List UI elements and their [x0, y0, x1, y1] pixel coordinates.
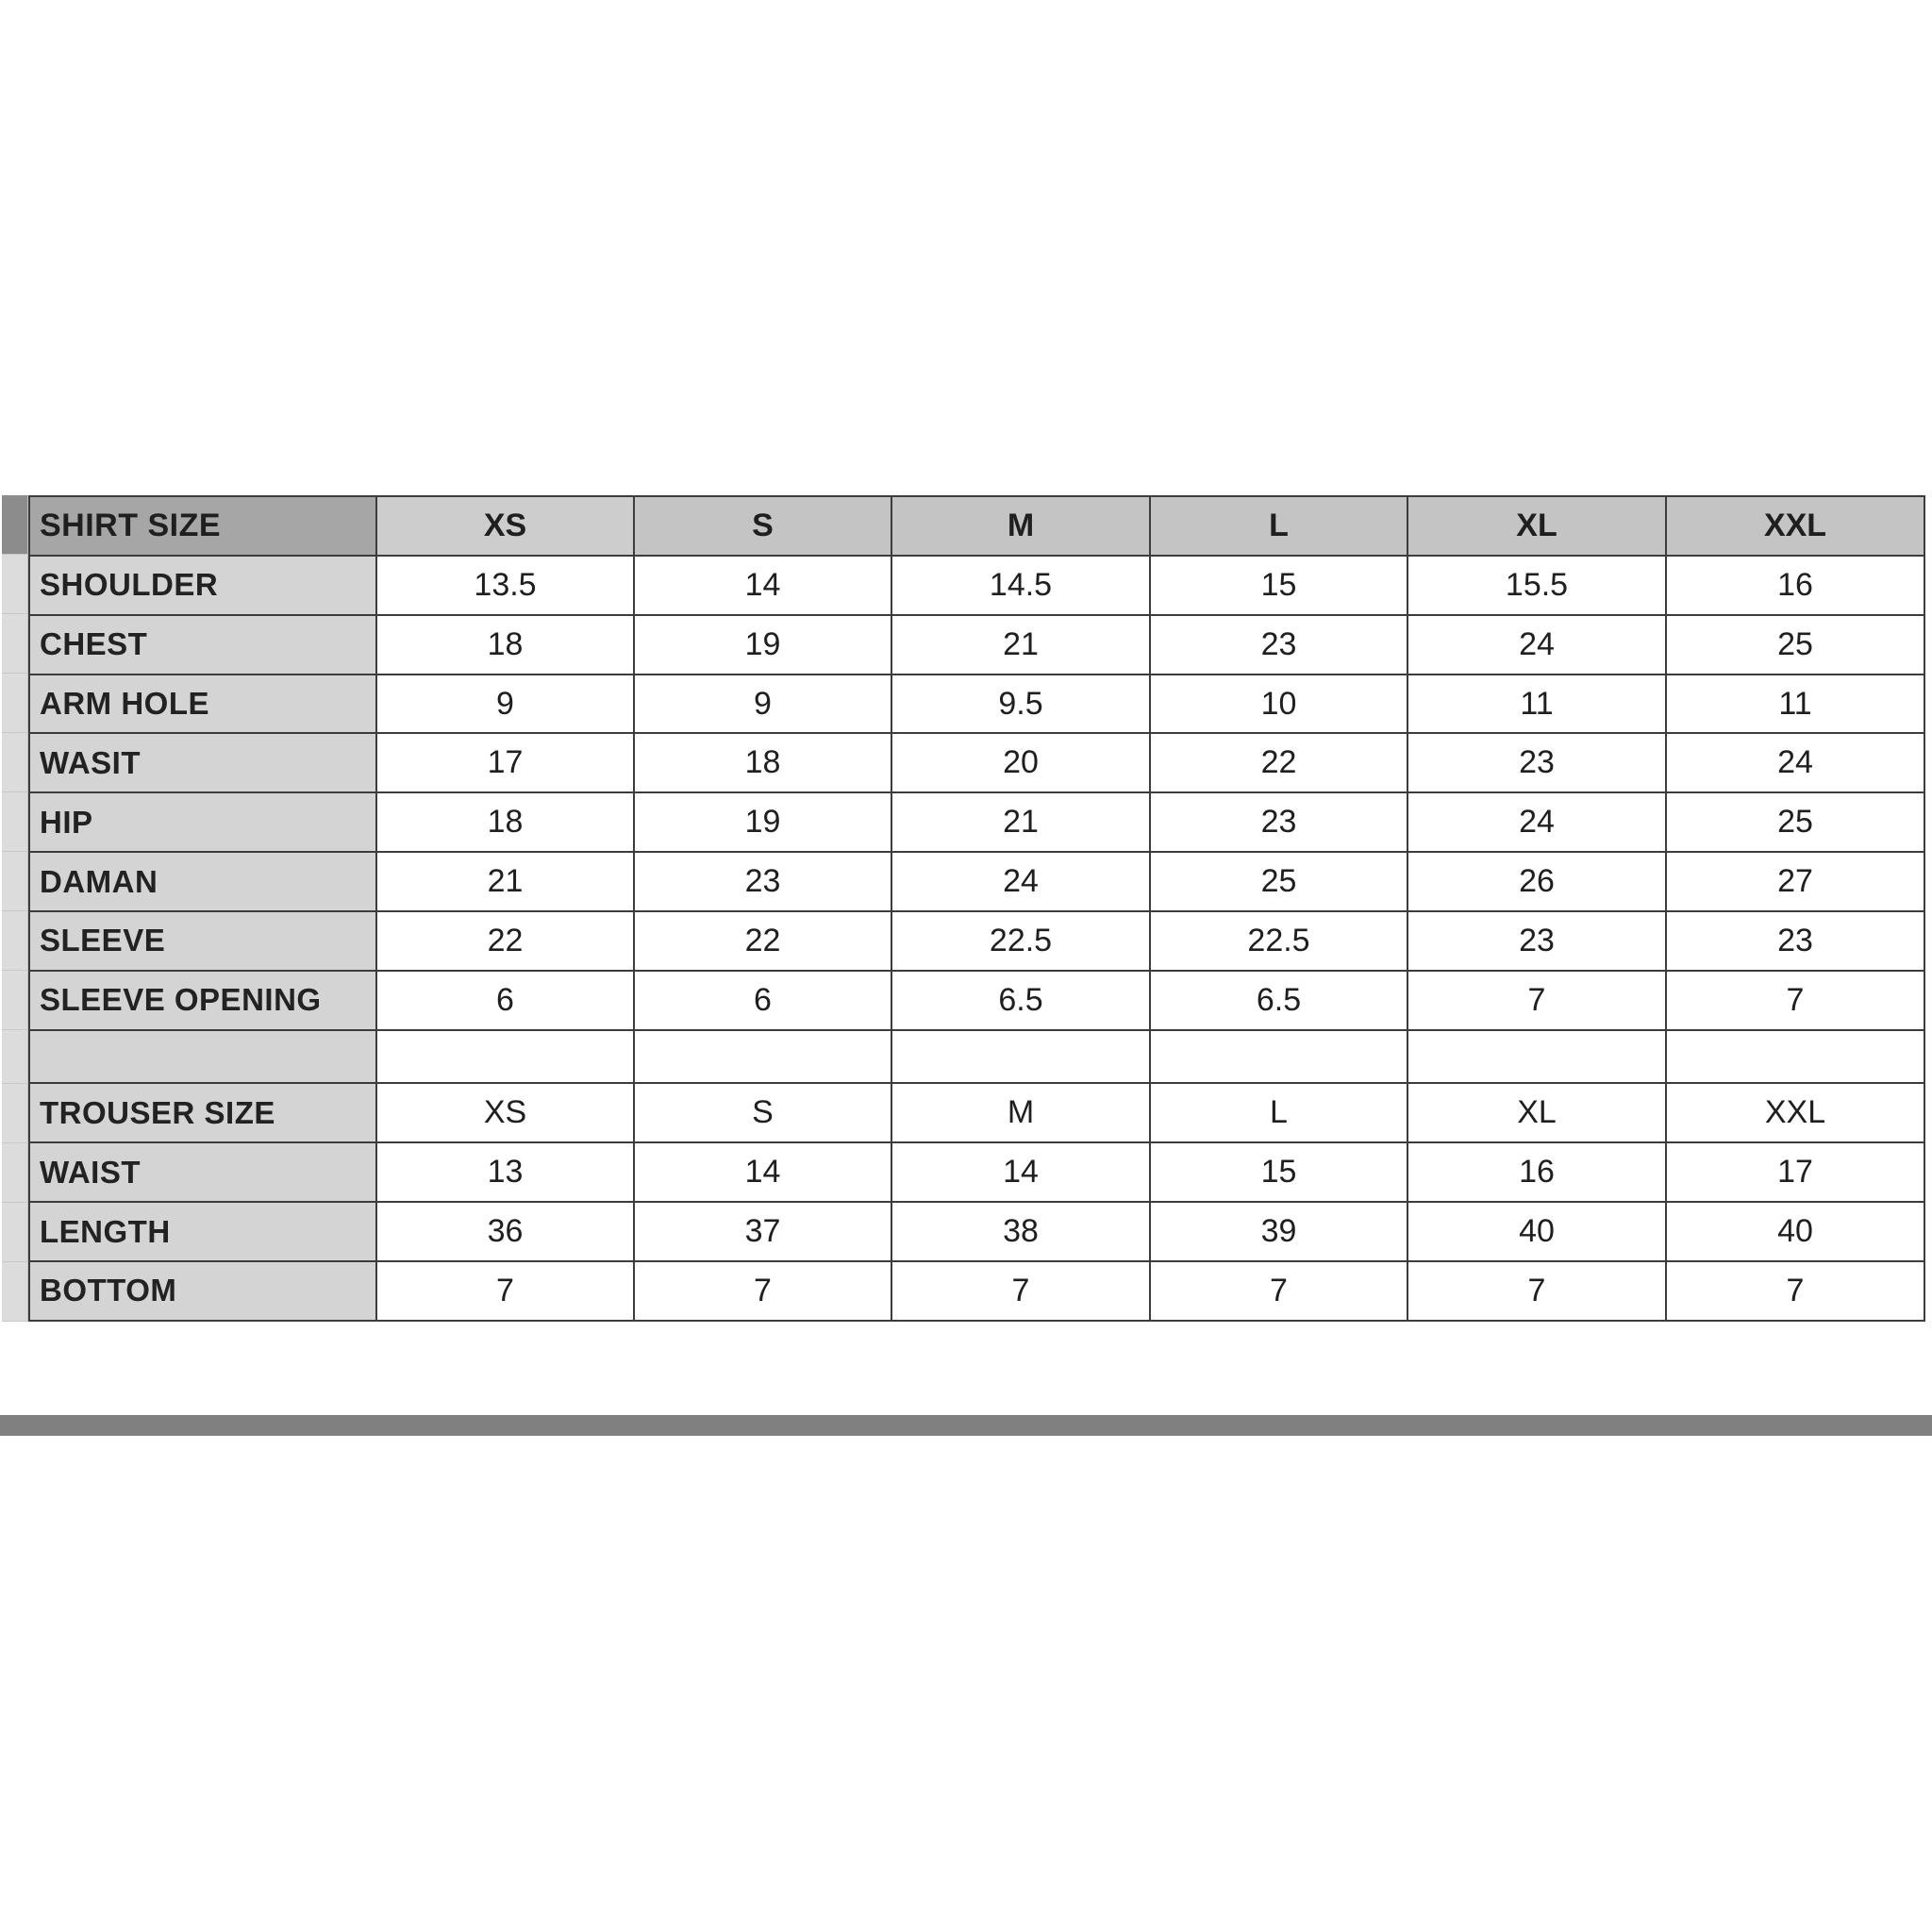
- table-cell: 37: [634, 1202, 891, 1261]
- table-row: [29, 1202, 1924, 1261]
- table-cell: 14: [634, 1142, 891, 1202]
- table-cell: 22: [1150, 733, 1407, 792]
- size-header-cell: S: [634, 496, 891, 556]
- row-label: WAIST: [29, 1142, 376, 1202]
- table-cell: 14: [891, 1142, 1150, 1202]
- table-cell: 21: [376, 852, 634, 911]
- table-row: [29, 615, 1924, 675]
- table-cell: 9: [634, 675, 891, 734]
- row-label: SHOULDER: [29, 556, 376, 615]
- table-cell: 21: [891, 615, 1150, 675]
- table-cell: 23: [634, 852, 891, 911]
- table-cell: 38: [891, 1202, 1150, 1261]
- table-cell: 7: [1666, 971, 1924, 1030]
- row-label: HIP: [29, 792, 376, 852]
- trouser-size-header-row: [29, 1083, 1924, 1142]
- table-cell: 22: [634, 911, 891, 971]
- row-header-strip: [2, 495, 28, 1322]
- table-cell: 23: [1407, 733, 1666, 792]
- table-cell: 24: [1666, 733, 1924, 792]
- table-cell: 23: [1150, 615, 1407, 675]
- table-cell: 14: [634, 556, 891, 615]
- table-cell: 18: [634, 733, 891, 792]
- table-cell: 39: [1150, 1202, 1407, 1261]
- table-cell: 15: [1150, 556, 1407, 615]
- table-cell: 19: [634, 615, 891, 675]
- table-row: [29, 792, 1924, 852]
- table-row: [29, 556, 1924, 615]
- row-label: WASIT: [29, 733, 376, 792]
- table-row: [29, 852, 1924, 911]
- size-header-cell: XXL: [1666, 496, 1924, 556]
- table-cell: 21: [891, 792, 1150, 852]
- table-cell: 40: [1407, 1202, 1666, 1261]
- table-cell: 11: [1407, 675, 1666, 734]
- size-header-cell: XXL: [1666, 1083, 1924, 1142]
- size-header-cell: L: [1150, 1083, 1407, 1142]
- table-cell: 18: [376, 615, 634, 675]
- table-cell: 15: [1150, 1142, 1407, 1202]
- size-chart-table: [28, 495, 1925, 1322]
- table-cell: 10: [1150, 675, 1407, 734]
- table-cell: 19: [634, 792, 891, 852]
- empty-cell: [376, 1030, 634, 1084]
- size-header-cell: L: [1150, 496, 1407, 556]
- table-cell: 24: [891, 852, 1150, 911]
- table-cell: 22.5: [1150, 911, 1407, 971]
- table-row: [29, 675, 1924, 734]
- row-header-cell: [2, 852, 27, 911]
- table-cell: 27: [1666, 852, 1924, 911]
- table-cell: 6.5: [1150, 971, 1407, 1030]
- row-header-cell: [2, 614, 27, 674]
- table-row: [29, 911, 1924, 971]
- row-header-cell: [2, 1030, 27, 1084]
- row-header-cell: [2, 733, 27, 792]
- table-cell: 16: [1407, 1142, 1666, 1202]
- table-cell: 25: [1666, 615, 1924, 675]
- table-cell: 23: [1407, 911, 1666, 971]
- table-row: [29, 733, 1924, 792]
- row-header-cell: [2, 1262, 27, 1322]
- row-label: DAMAN: [29, 852, 376, 911]
- row-label: BOTTOM: [29, 1261, 376, 1321]
- row-header-cell: [2, 971, 27, 1030]
- row-label: ARM HOLE: [29, 675, 376, 734]
- table-cell: 36: [376, 1202, 634, 1261]
- row-header-cell: [2, 555, 27, 614]
- row-label: LENGTH: [29, 1202, 376, 1261]
- size-header-cell: XS: [376, 496, 634, 556]
- table-cell: 11: [1666, 675, 1924, 734]
- table-cell: 26: [1407, 852, 1666, 911]
- table-cell: 22: [376, 911, 634, 971]
- empty-cell: [634, 1030, 891, 1084]
- table-cell: 16: [1666, 556, 1924, 615]
- spacer-row: [29, 1030, 1924, 1084]
- table-cell: 25: [1150, 852, 1407, 911]
- table-cell: 7: [634, 1261, 891, 1321]
- row-label: CHEST: [29, 615, 376, 675]
- row-header-cell: [2, 1084, 27, 1143]
- table-cell: 13.5: [376, 556, 634, 615]
- size-header-cell: M: [891, 496, 1150, 556]
- table-cell: 17: [1666, 1142, 1924, 1202]
- row-header-cell: [2, 792, 27, 852]
- row-label: SLEEVE: [29, 911, 376, 971]
- table-row: [29, 971, 1924, 1030]
- size-header-cell: M: [891, 1083, 1150, 1142]
- empty-label-cell: [29, 1030, 376, 1084]
- table-cell: 40: [1666, 1202, 1924, 1261]
- row-label: SLEEVE OPENING: [29, 971, 376, 1030]
- size-header-cell: XL: [1407, 1083, 1666, 1142]
- table-cell: 7: [891, 1261, 1150, 1321]
- table-cell: 20: [891, 733, 1150, 792]
- table-cell: 18: [376, 792, 634, 852]
- table-cell: 9: [376, 675, 634, 734]
- table-cell: 6: [634, 971, 891, 1030]
- size-header-cell: XL: [1407, 496, 1666, 556]
- table-row: [29, 1261, 1924, 1321]
- table-cell: 9.5: [891, 675, 1150, 734]
- table-cell: 7: [376, 1261, 634, 1321]
- empty-cell: [1150, 1030, 1407, 1084]
- table-cell: 15.5: [1407, 556, 1666, 615]
- row-header-cell: [2, 495, 27, 555]
- table-cell: 13: [376, 1142, 634, 1202]
- row-header-cell: [2, 1143, 27, 1203]
- table-cell: 25: [1666, 792, 1924, 852]
- size-header-cell: XS: [376, 1083, 634, 1142]
- empty-cell: [1407, 1030, 1666, 1084]
- table-cell: 24: [1407, 792, 1666, 852]
- row-header-cell: [2, 1203, 27, 1262]
- size-chart-sheet: [2, 495, 1925, 1322]
- table-cell: 7: [1666, 1261, 1924, 1321]
- shirt-size-label: SHIRT SIZE: [29, 496, 376, 556]
- table-cell: 23: [1666, 911, 1924, 971]
- trouser-size-label: TROUSER SIZE: [29, 1083, 376, 1142]
- table-cell: 7: [1407, 971, 1666, 1030]
- table-row: [29, 1142, 1924, 1202]
- table-cell: 22.5: [891, 911, 1150, 971]
- table-cell: 23: [1150, 792, 1407, 852]
- table-cell: 14.5: [891, 556, 1150, 615]
- table-cell: 6.5: [891, 971, 1150, 1030]
- size-header-cell: S: [634, 1083, 891, 1142]
- table-cell: 7: [1150, 1261, 1407, 1321]
- row-header-cell: [2, 911, 27, 971]
- row-header-cell: [2, 674, 27, 733]
- table-cell: 24: [1407, 615, 1666, 675]
- shirt-size-header-row: [29, 496, 1924, 556]
- empty-cell: [891, 1030, 1150, 1084]
- table-cell: 7: [1407, 1261, 1666, 1321]
- table-cell: 6: [376, 971, 634, 1030]
- table-cell: 17: [376, 733, 634, 792]
- empty-cell: [1666, 1030, 1924, 1084]
- divider-bar: [0, 1415, 1932, 1436]
